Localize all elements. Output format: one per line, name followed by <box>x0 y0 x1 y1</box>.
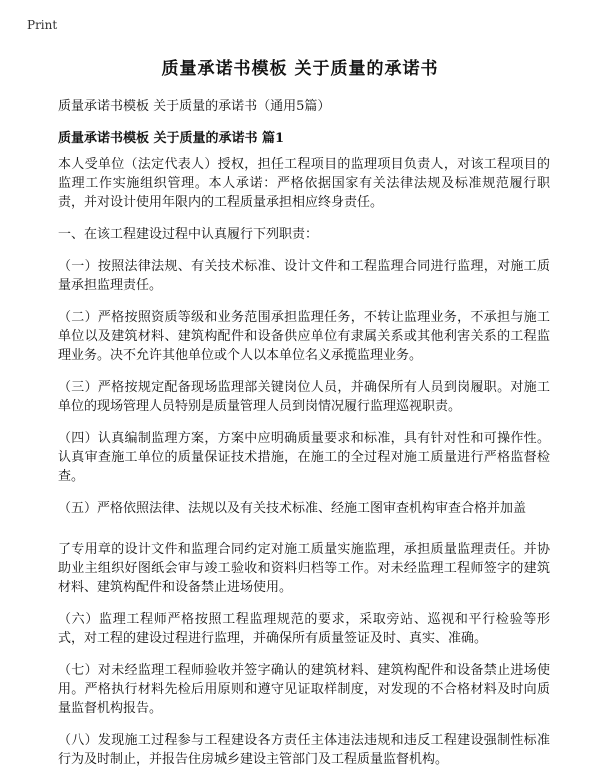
paragraph-item-4: （四）认真编制监理方案，方案中应明确质量要求和标准，具有针对性和可操作性。认真审查施工单位的质量保证技术措施，在施工的全过程对施工质量进行严格监督检查。 <box>58 431 550 484</box>
paragraph-item-6: （六）监理工程师严格按照工程监理规范的要求，采取旁站、巡视和平行检验等形式，对工程的建设过程进行监理，并确保所有质量签证及时、真实、准确。 <box>58 612 550 646</box>
paragraph-item-5-start: （五）严格依照法律、法规以及有关技术标准、经施工图审查机构审查合格并加盖 <box>58 501 527 516</box>
paragraph-item-1: （一）按照法律法规、有关技术标准、设计文件和工程监理合同进行监理，对施工质量承担监理责任。 <box>58 259 550 293</box>
document-title: 质量承诺书模板 关于质量的承诺书 <box>161 59 439 79</box>
print-label: Print <box>27 18 58 32</box>
paragraph-intro: 本人受单位（法定代表人）授权，担任工程项目的监理项目负责人，对该工程项目的监理工作实施组织管理。本人承诺：严格依据国家有关法律法规及标准规范履行职责，并对设计使用年限内的工程质量承担相应终身责任。 <box>58 157 550 210</box>
document-body <box>58 155 550 782</box>
paragraph-item-5-continued: 了专用章的设计文件和监理合同约定对施工质量实施监理，承担质量监理责任。并协助业主组织好图纸会审与竣工验收和资料归档等工作。对未经监理工程师签字的建筑材料、建筑构配件和设备禁止进场使用。 <box>58 542 550 595</box>
document-subtitle: 质量承诺书模板 关于质量的承诺书（通用5篇） <box>58 99 331 114</box>
section-heading: 质量承诺书模板 关于质量的承诺书 篇1 <box>58 131 285 146</box>
paragraph-item-8: （八）发现施工过程参与工程建设各方责任主体违法违规和违反工程建设强制性标准行为及时制止，并报告住房城乡建设主管部门及工程质量监督机构。 <box>58 733 550 767</box>
paragraph-item-3: （三）严格按规定配备现场监理部关键岗位人员，并确保所有人员到岗履职。对施工单位的现场管理人员特别是质量管理人员到岗情况履行监理巡视职责。 <box>58 380 550 414</box>
paragraph-duties-heading: 一、在该工程建设过程中认真履行下列职责： <box>58 227 319 242</box>
paragraph-item-7: （七）对未经监理工程师验收并签字确认的建筑材料、建筑构配件和设备禁止进场使用。严格执行材料先检后用原则和遵守见证取样制度，对发现的不合格材料及时向质量监督机构报告。 <box>58 663 550 716</box>
paragraph-item-2: （二）严格按照资质等级和业务范围承担监理任务，不转让监理业务，不承担与施工单位以及建筑材料、建筑构配件和设备供应单位有隶属关系或其他利害关系的工程监理业务。决不允许其他单位或个人以本单位名义承揽监理业务。 <box>58 310 550 363</box>
